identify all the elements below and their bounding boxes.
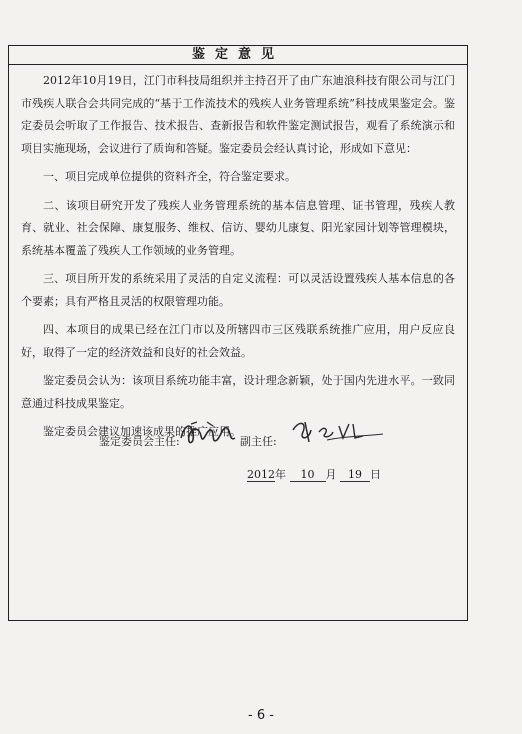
paragraph-recommendation: 鉴定委员会建议加速该成果的推广应用。 — [43, 425, 241, 438]
appraisal-body — [9, 70, 467, 450]
section-title: 鉴定意见 — [9, 46, 467, 65]
appraisal-box — [8, 45, 468, 621]
paragraph-point-2: 二、该项目研究开发了残疾人业务管理系统的基本信息管理、证书管理，残疾人教育、就业、社会保障、康复服务、维权、信访、婴幼儿康复、阳光家园计划等管理模块，系统基本覆盖了残疾人工作领域的业务管理。 — [21, 198, 455, 257]
signing-date — [247, 466, 381, 482]
paragraph-conclusion: 鉴定委员会认为：该项目系统功能丰富，设计理念新颖，处于国内先进水平。一致同意通过科技成果鉴定。 — [21, 374, 455, 410]
date-year: 2012 — [247, 468, 275, 481]
date-month: 10 — [290, 468, 326, 482]
chair-handwritten-signature — [177, 418, 239, 450]
vice-chair-signature-label: 副主任: — [240, 435, 277, 448]
paragraph-point-1: 一、项目完成单位提供的资料齐全，符合鉴定要求。 — [43, 170, 296, 183]
date-month-unit: 月 — [325, 468, 337, 481]
paragraph-point-3: 三、项目所开发的系统采用了灵活的自定义流程：可以灵活设置残疾人基本信息的各个要素；具有严格且灵活的权限管理功能。 — [21, 272, 455, 308]
page-number: - 6 - — [248, 708, 274, 723]
chair-signature-label: 鉴定委员会主任: — [99, 435, 180, 448]
date-year-unit: 年 — [275, 468, 286, 481]
date-day: 19 — [340, 468, 370, 482]
vice-chair-handwritten-signature — [287, 416, 387, 446]
paragraph-intro: 2012年10月19日，江门市科技局组织并主持召开了由广东迪浪科技有限公司与江门市残疾人联合会共同完成的“基于工作流技术的残疾人业务管理系统”科技成果鉴定会。鉴定委员会听取了工作报告、技术报告、查新报告和软件鉴定测试报告，观看了系统演示和项目实施现场，会议进行了质询和答疑。鉴定委员会经认真讨论，形成如下意见： — [21, 74, 455, 155]
date-day-unit: 日 — [370, 468, 381, 481]
paragraph-point-4: 四、本项目的成果已经在江门市以及所辖四市三区残联系统推广应用，用户反应良好，取得了一定的经济效益和良好的社会效益。 — [21, 323, 455, 359]
